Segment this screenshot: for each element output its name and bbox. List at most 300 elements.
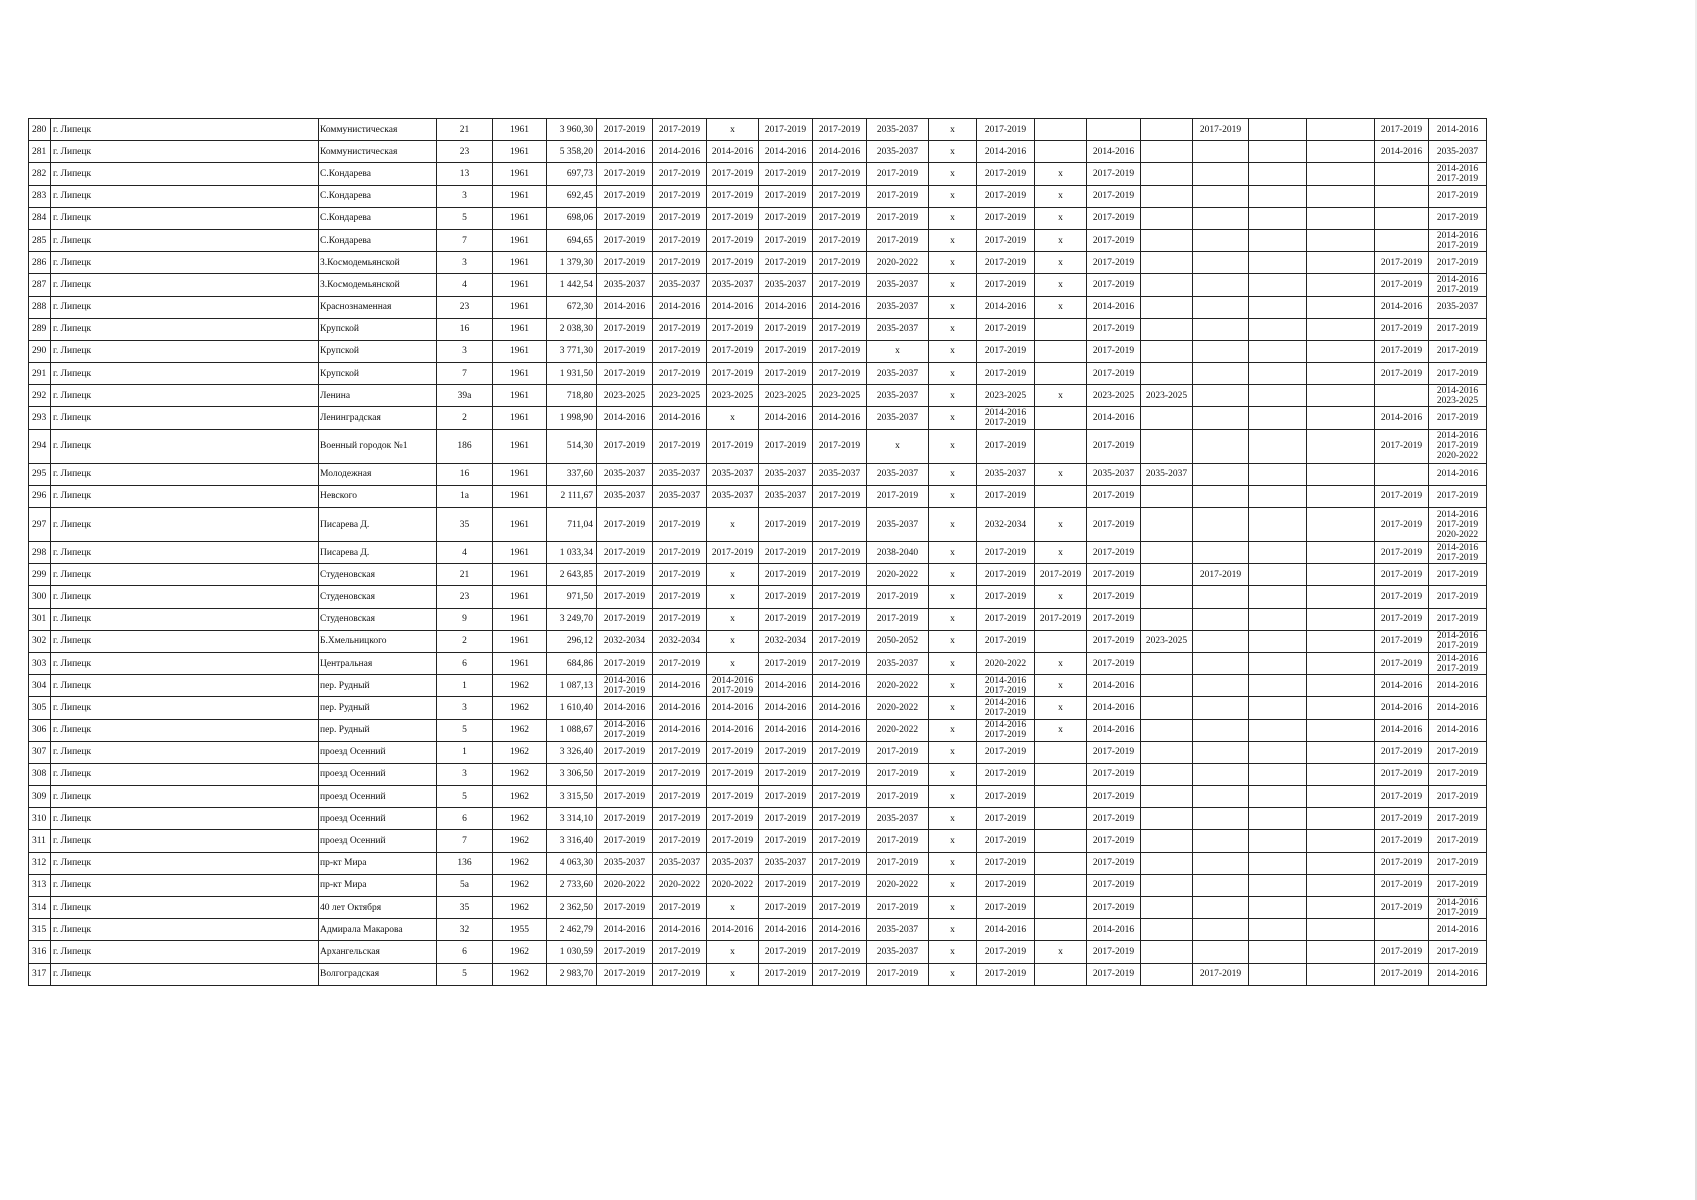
period-cell: x [929,719,977,741]
build-year-cell: 1961 [493,141,547,163]
city-cell: г. Липецк [51,808,319,830]
table-row [29,874,1487,896]
area-cell: 684,86 [547,652,597,674]
period-cell: 2017-2019 [597,808,653,830]
period-cell: 2017-2019 [597,163,653,185]
period-cell: 2017-2019 [1087,608,1141,630]
period-cell [1035,407,1087,429]
period-cell: x [1035,207,1087,229]
period-cell: 2017-2019 [813,808,867,830]
period-cell: 2017-2019 [759,119,813,141]
period-cell: x [1035,274,1087,296]
row-number-cell: 310 [29,808,51,830]
period-cell: x [929,586,977,608]
period-cell: 2017-2019 [707,185,759,207]
period-cell: 2014-2016 [597,697,653,719]
period-cell: 2035-2037 [597,852,653,874]
area-cell: 711,04 [547,508,597,542]
period-cell [1193,385,1249,407]
table-row [29,586,1487,608]
build-year-cell: 1961 [493,630,547,652]
period-cell [1249,463,1307,485]
area-cell: 1 088,67 [547,719,597,741]
period-cell [1249,141,1307,163]
period-cell: 2017-2019 [759,874,813,896]
period-cell: 2017-2019 [977,786,1035,808]
period-line: 2014-2016 [603,675,646,686]
house-number-cell: 9 [437,608,493,630]
street-cell: Писарева Д. [319,542,437,564]
row-number-cell: 293 [29,407,51,429]
period-cell: 2017-2019 [597,608,653,630]
build-year-cell: 1961 [493,385,547,407]
street-cell: С.Кондарева [319,185,437,207]
period-cell: x [929,852,977,874]
area-cell: 5 358,20 [547,141,597,163]
period-cell: 2017-2019 [813,830,867,852]
period-cell: 2014-2016 [1429,119,1487,141]
street-cell: Крупской [319,363,437,385]
house-number-cell: 6 [437,652,493,674]
table-row [29,830,1487,852]
city-cell: г. Липецк [51,185,319,207]
period-cell: 2017-2019 [867,586,929,608]
period-cell: 2017-2019 [707,318,759,340]
build-year-cell: 1961 [493,586,547,608]
build-year-cell: 1962 [493,763,547,785]
city-cell: г. Липецк [51,719,319,741]
row-number-cell: 314 [29,897,51,919]
city-cell: г. Липецк [51,363,319,385]
period-cell [1035,741,1087,763]
area-cell: 2 038,30 [547,318,597,340]
period-cell: x [1035,163,1087,185]
period-cell: 2017-2019 [977,229,1035,251]
period-cell [1249,897,1307,919]
table-row [29,485,1487,507]
build-year-cell: 1961 [493,207,547,229]
period-cell [1193,340,1249,362]
period-cell: 2017-2019 [759,830,813,852]
period-cell: 2032-2034 [977,508,1035,542]
period-cell [1193,652,1249,674]
house-number-cell: 4 [437,274,493,296]
street-cell: С.Кондарева [319,207,437,229]
period-cell [977,719,1035,741]
period-cell: 2017-2019 [707,163,759,185]
period-cell: 2017-2019 [1375,630,1429,652]
table-row [29,808,1487,830]
row-number-cell: 286 [29,252,51,274]
period-cell: x [929,608,977,630]
period-line: 2014-2016 [984,697,1027,708]
period-cell: 2017-2019 [707,229,759,251]
period-cell: 2023-2025 [707,385,759,407]
period-cell: 2017-2019 [1087,652,1141,674]
period-cell: 2017-2019 [867,608,929,630]
build-year-cell: 1961 [493,163,547,185]
period-cell [1193,229,1249,251]
period-cell [1249,786,1307,808]
period-cell: x [707,941,759,963]
period-cell: 2017-2019 [977,252,1035,274]
house-number-cell: 39а [437,385,493,407]
period-cell [1375,163,1429,185]
period-cell [1141,485,1193,507]
area-cell: 1 379,30 [547,252,597,274]
street-cell: проезд Осенний [319,786,437,808]
city-cell: г. Липецк [51,564,319,586]
period-cell [1249,340,1307,362]
period-cell: 2014-2016 [707,296,759,318]
period-cell: 2017-2019 [977,741,1035,763]
period-cell: 2017-2019 [1375,485,1429,507]
period-cell [1307,252,1375,274]
city-cell: г. Липецк [51,141,319,163]
street-cell: Центральная [319,652,437,674]
table-row [29,429,1487,463]
period-cell: x [1035,697,1087,719]
street-cell: Коммунистическая [319,141,437,163]
build-year-cell: 1962 [493,874,547,896]
house-number-cell: 3 [437,763,493,785]
period-cell: 2017-2019 [597,586,653,608]
period-cell: 2014-2016 [759,407,813,429]
city-cell: г. Липецк [51,652,319,674]
period-cell: x [707,652,759,674]
build-year-cell: 1962 [493,963,547,985]
period-cell: 2035-2037 [867,363,929,385]
period-cell: x [929,941,977,963]
period-cell: 2017-2019 [813,897,867,919]
period-cell [1141,675,1193,697]
table-row [29,274,1487,296]
period-cell: 2017-2019 [597,252,653,274]
period-cell: 2017-2019 [1375,941,1429,963]
period-cell: 2017-2019 [1035,564,1087,586]
street-cell: Ленина [319,385,437,407]
period-cell: 2017-2019 [707,741,759,763]
period-cell [597,719,653,741]
city-cell: г. Липецк [51,963,319,985]
city-cell: г. Липецк [51,229,319,251]
period-cell: x [929,830,977,852]
period-cell [1249,741,1307,763]
period-cell: 2017-2019 [977,874,1035,896]
period-cell: 2035-2037 [867,318,929,340]
area-cell: 1 610,40 [547,697,597,719]
period-cell: x [1035,652,1087,674]
period-cell: 2017-2019 [977,586,1035,608]
housing-repair-schedule-table [28,118,1487,986]
area-cell: 3 771,30 [547,340,597,362]
period-cell [1141,542,1193,564]
period-cell [1375,919,1429,941]
row-number-cell: 299 [29,564,51,586]
street-cell: Невского [319,485,437,507]
period-cell [1193,897,1249,919]
area-cell: 1 442,54 [547,274,597,296]
period-cell: 2017-2019 [813,630,867,652]
period-cell [1249,429,1307,463]
table-row [29,608,1487,630]
period-cell: 2014-2016 [1087,719,1141,741]
street-cell: Военный городок №1 [319,429,437,463]
period-cell: x [929,808,977,830]
street-cell: Студеновская [319,564,437,586]
build-year-cell: 1961 [493,185,547,207]
period-cell: 2017-2019 [707,808,759,830]
period-cell: 2035-2037 [867,808,929,830]
period-cell: 2017-2019 [597,119,653,141]
period-cell: x [929,763,977,785]
period-line: 2017-2019 [1436,240,1479,251]
row-number-cell: 303 [29,652,51,674]
period-cell: 2017-2019 [1087,874,1141,896]
period-cell: 2017-2019 [977,363,1035,385]
period-cell [1035,786,1087,808]
build-year-cell: 1961 [493,119,547,141]
period-cell: 2014-2016 [653,919,707,941]
period-cell: 2017-2019 [813,652,867,674]
city-cell: г. Липецк [51,463,319,485]
row-number-cell: 315 [29,919,51,941]
period-cell: 2020-2022 [597,874,653,896]
period-cell: 2035-2037 [813,463,867,485]
house-number-cell: 2 [437,630,493,652]
period-cell: 2017-2019 [977,274,1035,296]
period-cell: 2017-2019 [1087,542,1141,564]
period-cell: 2017-2019 [1375,586,1429,608]
period-cell: 2014-2016 [759,141,813,163]
period-cell [1429,429,1487,463]
period-cell: 2017-2019 [597,508,653,542]
period-cell: x [1035,229,1087,251]
period-cell [1249,119,1307,141]
period-cell [1141,229,1193,251]
period-cell [1429,385,1487,407]
period-cell: 2017-2019 [653,741,707,763]
period-cell: 2017-2019 [1375,763,1429,785]
period-cell: 2017-2019 [813,274,867,296]
period-cell: 2017-2019 [977,941,1035,963]
period-cell [1307,586,1375,608]
period-cell [1307,652,1375,674]
build-year-cell: 1962 [493,719,547,741]
period-cell [1141,852,1193,874]
period-cell [1193,207,1249,229]
period-cell [1307,363,1375,385]
period-cell: x [1035,941,1087,963]
row-number-cell: 295 [29,463,51,485]
period-cell: 2035-2037 [867,941,929,963]
period-cell [1429,897,1487,919]
period-cell [1141,786,1193,808]
build-year-cell: 1961 [493,542,547,564]
period-cell: 2014-2016 [977,919,1035,941]
period-cell [1307,429,1375,463]
period-cell [1035,429,1087,463]
period-cell: 2035-2037 [867,463,929,485]
period-cell [1035,485,1087,507]
period-cell: 2035-2037 [707,852,759,874]
period-cell: x [929,407,977,429]
period-cell [1249,318,1307,340]
period-cell: x [707,508,759,542]
period-cell: 2035-2037 [867,296,929,318]
period-cell: 2023-2025 [1141,630,1193,652]
street-cell: 40 лет Октября [319,897,437,919]
period-cell: 2017-2019 [867,897,929,919]
period-cell: 2014-2016 [813,407,867,429]
build-year-cell: 1961 [493,608,547,630]
period-cell: 2035-2037 [867,274,929,296]
period-cell: 2017-2019 [867,207,929,229]
area-cell: 3 249,70 [547,608,597,630]
city-cell: г. Липецк [51,830,319,852]
period-cell: 2017-2019 [759,608,813,630]
period-cell: 2023-2025 [977,385,1035,407]
period-cell [1307,763,1375,785]
period-cell: 2017-2019 [813,508,867,542]
build-year-cell: 1961 [493,429,547,463]
period-cell [1193,608,1249,630]
period-cell: 2017-2019 [653,763,707,785]
period-cell [1141,874,1193,896]
period-cell: 2014-2016 [653,296,707,318]
period-cell: 2017-2019 [1375,786,1429,808]
row-number-cell: 285 [29,229,51,251]
period-cell [1141,564,1193,586]
period-cell [1429,163,1487,185]
build-year-cell: 1962 [493,897,547,919]
period-cell: 2017-2019 [1375,119,1429,141]
build-year-cell: 1962 [493,786,547,808]
build-year-cell: 1961 [493,652,547,674]
period-cell: 2017-2019 [597,363,653,385]
document-table-sheet [28,118,1487,986]
period-cell: 2017-2019 [759,229,813,251]
period-cell [1307,919,1375,941]
period-cell [1375,229,1429,251]
row-number-cell: 287 [29,274,51,296]
period-cell: 2023-2025 [1141,385,1193,407]
area-cell: 672,30 [547,296,597,318]
period-cell [1429,542,1487,564]
period-line: 2014-2016 [1436,385,1479,396]
period-cell [1307,463,1375,485]
period-cell [1193,808,1249,830]
period-cell [1141,207,1193,229]
period-cell [1193,630,1249,652]
period-cell [1249,830,1307,852]
period-cell: 2017-2019 [1429,252,1487,274]
period-cell [1141,919,1193,941]
area-cell: 2 362,50 [547,897,597,919]
period-cell: 2017-2019 [1375,318,1429,340]
period-cell [1193,741,1249,763]
period-line: 2017-2019 [603,730,646,741]
street-cell: Волгоградская [319,963,437,985]
period-cell: 2014-2016 [1375,697,1429,719]
build-year-cell: 1962 [493,941,547,963]
row-number-cell: 281 [29,141,51,163]
period-cell: 2017-2019 [1375,808,1429,830]
period-cell [1249,508,1307,542]
period-cell: 2017-2019 [977,185,1035,207]
period-cell [1249,407,1307,429]
period-line: 2017-2019 [1436,173,1479,184]
house-number-cell: 1 [437,741,493,763]
period-cell [1193,429,1249,463]
period-cell [1307,874,1375,896]
street-cell: проезд Осенний [319,808,437,830]
period-cell [1249,542,1307,564]
area-cell: 2 733,60 [547,874,597,896]
period-cell [1141,340,1193,362]
period-cell: 2017-2019 [1375,429,1429,463]
period-cell: x [929,141,977,163]
period-cell [1193,463,1249,485]
period-cell: 2017-2019 [1375,508,1429,542]
period-cell: 2020-2022 [707,874,759,896]
period-cell [977,697,1035,719]
period-cell: x [929,385,977,407]
period-cell: 2017-2019 [1087,786,1141,808]
area-cell: 1 998,90 [547,407,597,429]
period-cell: 2017-2019 [1375,897,1429,919]
period-cell: 2017-2019 [1429,608,1487,630]
table-row [29,919,1487,941]
area-cell: 2 643,85 [547,564,597,586]
period-cell [1307,274,1375,296]
period-line: 2017-2019 [1436,441,1479,452]
period-cell: 2017-2019 [597,429,653,463]
period-cell: 2050-2052 [867,630,929,652]
period-cell [1035,763,1087,785]
city-cell: г. Липецк [51,542,319,564]
period-cell: 2014-2016 [1429,697,1487,719]
period-cell [1249,608,1307,630]
period-cell [1307,719,1375,741]
row-number-cell: 298 [29,542,51,564]
build-year-cell: 1961 [493,363,547,385]
period-cell: 2017-2019 [1375,564,1429,586]
period-cell [1193,163,1249,185]
period-cell [1141,185,1193,207]
period-cell: 2017-2019 [653,652,707,674]
period-cell: 2017-2019 [1429,185,1487,207]
period-cell: x [1035,719,1087,741]
period-cell: 2017-2019 [813,185,867,207]
period-cell [1249,675,1307,697]
period-cell: 2017-2019 [653,586,707,608]
period-cell: 2017-2019 [1087,897,1141,919]
period-cell: 2017-2019 [1429,830,1487,852]
period-cell: 2014-2016 [977,141,1035,163]
period-cell: 2017-2019 [759,786,813,808]
period-cell: x [707,897,759,919]
period-cell: 2017-2019 [1429,763,1487,785]
period-cell: 2014-2016 [1429,719,1487,741]
period-cell: x [929,741,977,763]
period-cell: 2035-2037 [653,274,707,296]
table-row [29,363,1487,385]
period-cell: 2017-2019 [653,252,707,274]
table-row [29,185,1487,207]
period-cell [1141,163,1193,185]
period-line: 2017-2019 [603,685,646,696]
